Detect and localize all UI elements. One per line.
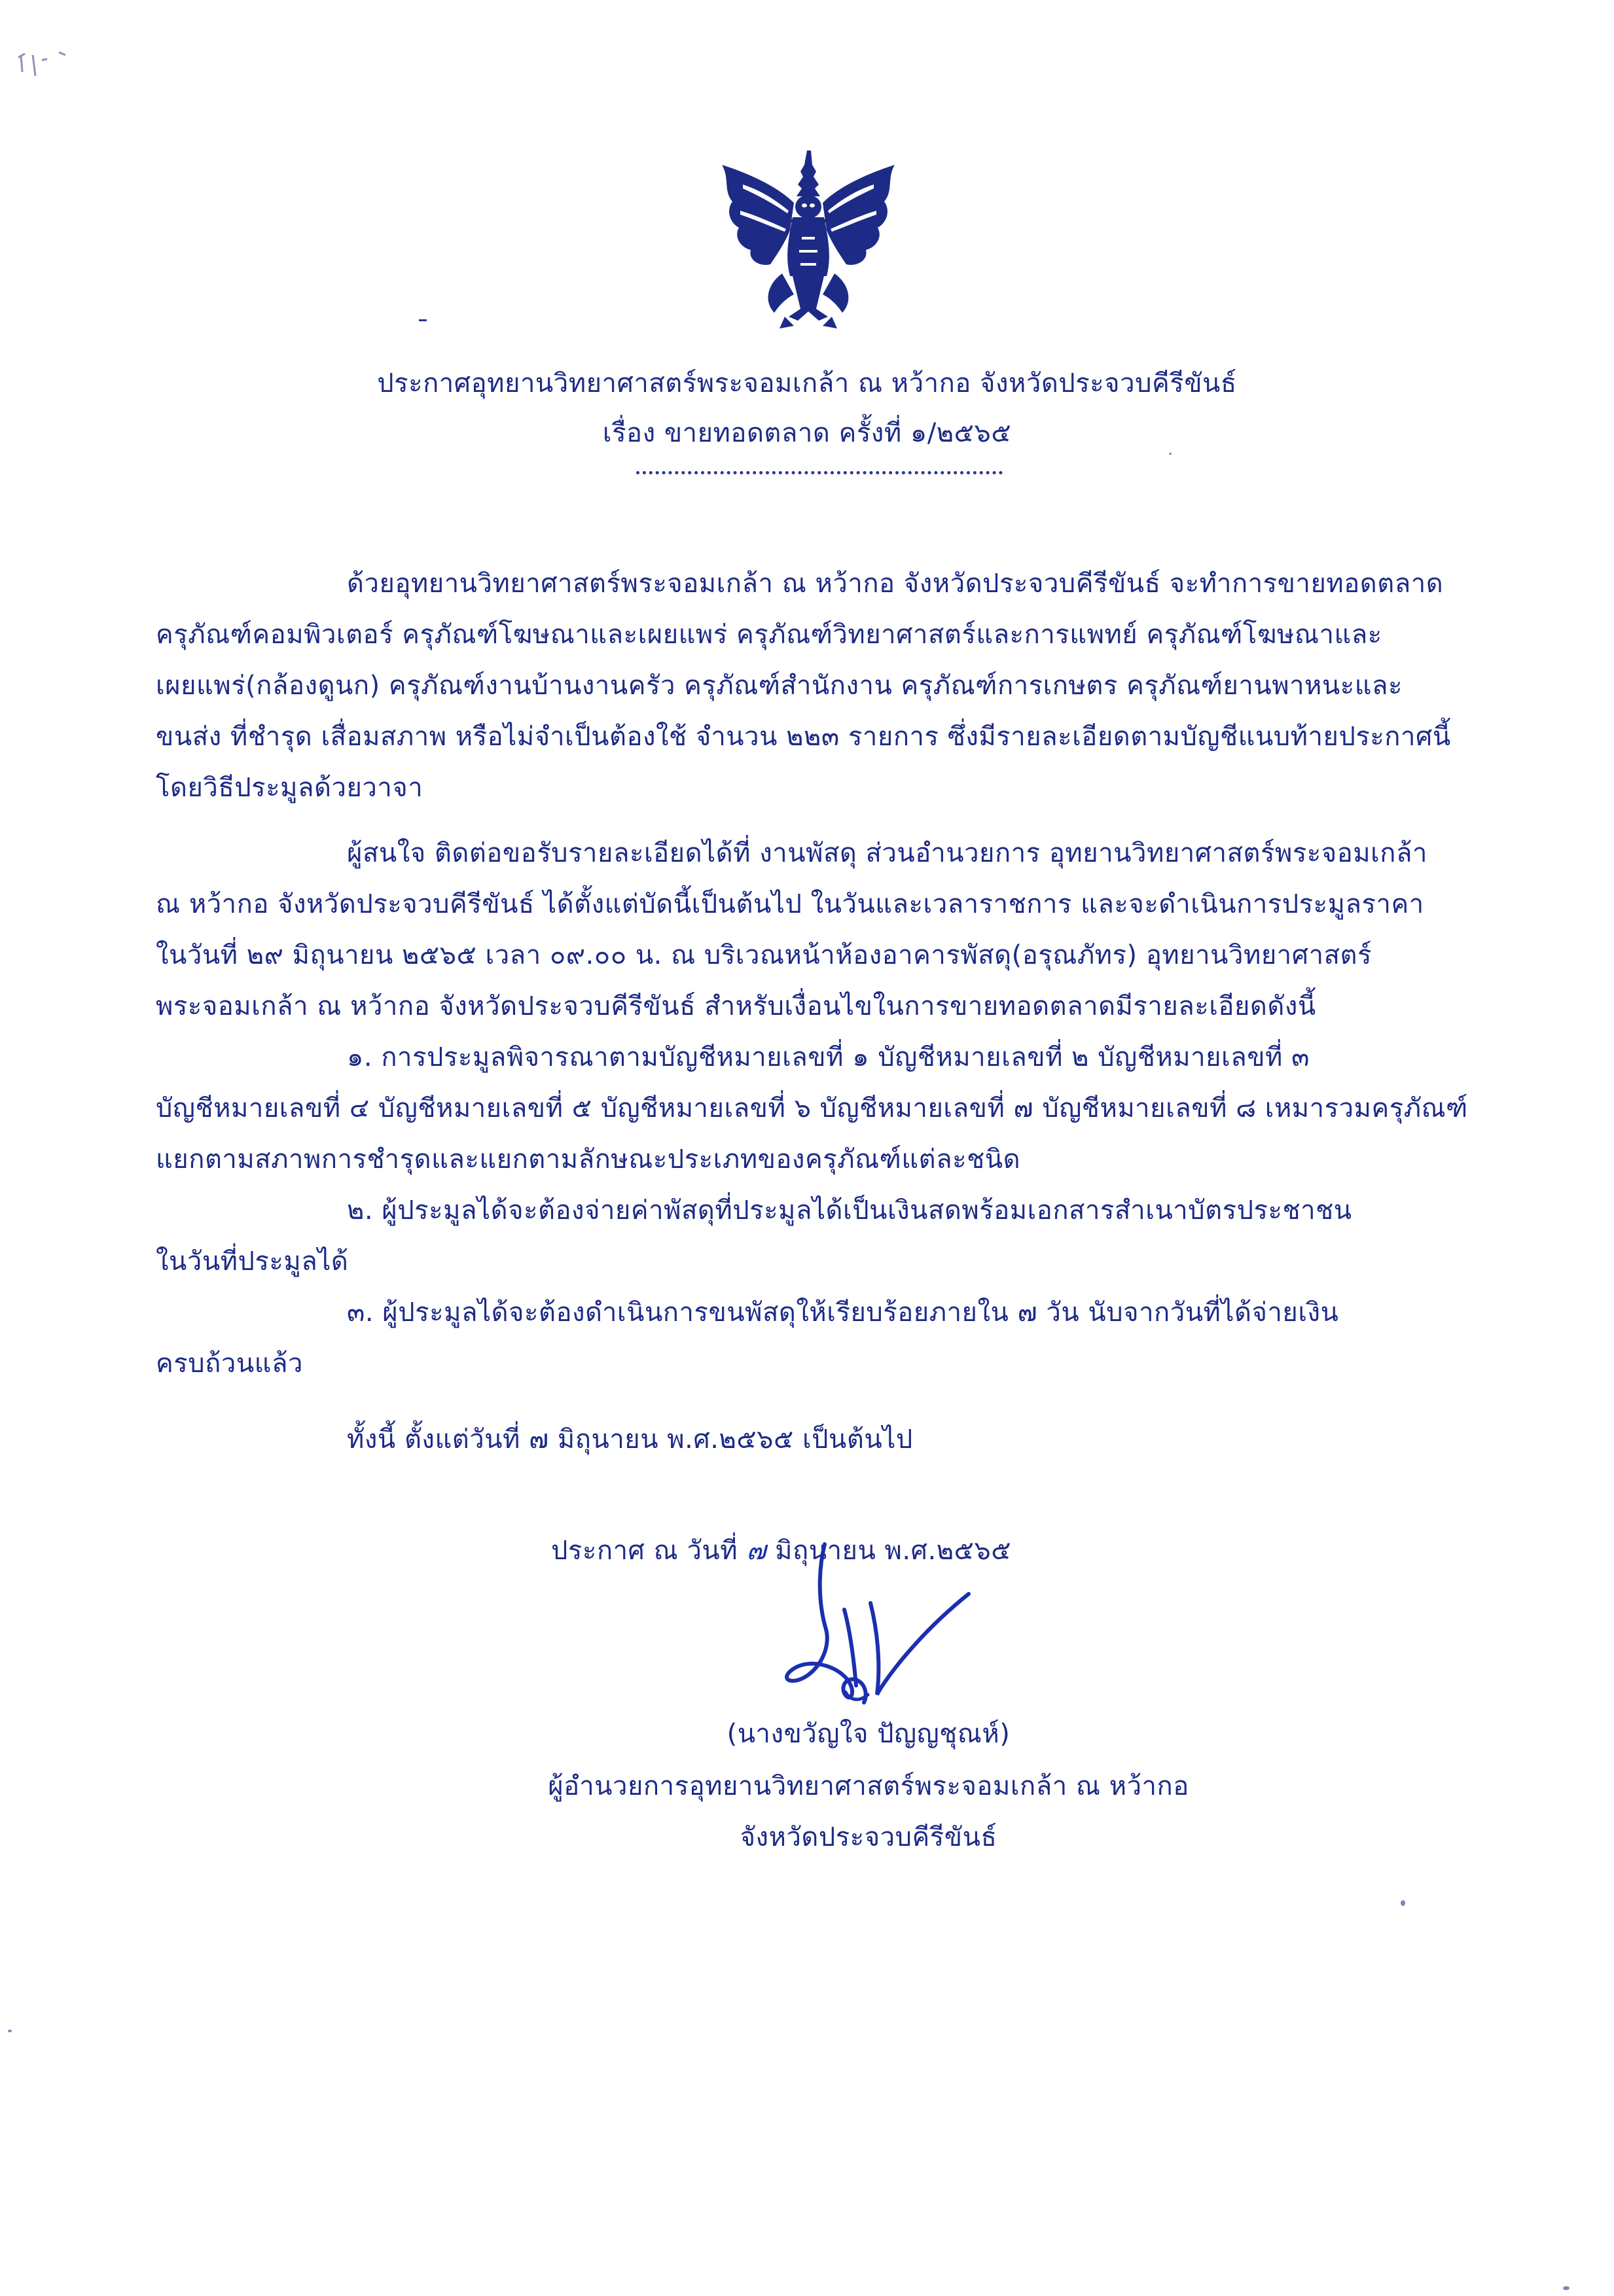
condition-1-line: ๑. การประมูลพิจารณาตามบัญชีหมายเลขที่ ๑ บัญชีหมายเลขที่ ๒ บัญชีหมายเลขที่ ๓ [347,1042,1310,1072]
paragraph-2-line: ณ หว้ากอ จังหวัดประจวบคีรีขันธ์ ได้ตั้งแต่บัดนี้เป็นต้นไป ในวันและเวลาราชการ และจะดำเนินการประมูลราคา [156,889,1424,919]
scan-speck [1401,1900,1405,1906]
scan-mark [13,46,98,92]
condition-1-line: บัญชีหมายเลขที่ ๔ บัญชีหมายเลขที่ ๕ บัญชีหมายเลขที่ ๖ บัญชีหมายเลขที่ ๗ บัญชีหมายเลขที่ ๘ เหมารวมครุภัณฑ์ [156,1093,1468,1123]
condition-3-line: ๓. ผู้ประมูลได้จะต้องดำเนินการขนพัสดุให้เรียบร้อยภายใน ๗ วัน นับจากวันที่ได้จ่ายเงิน [347,1298,1339,1328]
condition-2-line: ๒. ผู้ประมูลได้จะต้องจ่ายค่าพัสดุที่ประมูลได้เป็นเงินสดพร้อมเอกสารสำเนาบัตรประชาชน [347,1195,1352,1226]
paragraph-2-line: ในวันที่ ๒๙ มิถุนายน ๒๕๖๕ เวลา ๐๙.๐๐ น. ณ บริเวณหน้าห้องอาคารพัสดุ(อรุณภัทร) อุทยานวิทยาศาสตร์ [156,940,1372,970]
signer-province: จังหวัดประจวบคีรีขันธ์ [740,1822,997,1852]
effective-date: ทั้งนี้ ตั้งแต่วันที่ ๗ มิถุนายน พ.ศ.๒๕๖๕ เป็นต้นไป [347,1424,913,1455]
scan-speck [8,2030,12,2032]
condition-1-line: แยกตามสภาพการชำรุดและแยกตามลักษณะประเภทของครุภัณฑ์แต่ละชนิด [156,1144,1021,1174]
paragraph-2-line: พระจอมเกล้า ณ หว้ากอ จังหวัดประจวบคีรีขันธ์ สำหรับเงื่อนไขในการขายทอดตลาดมีรายละเอียดดังนี้ [156,991,1316,1021]
paragraph-1-line: เผยแพร่(กล้องดูนก) ครุภัณฑ์งานบ้านงานครัว ครุภัณฑ์สำนักงาน ครุภัณฑ์การเกษตร ครุภัณฑ์ยานพาหนะและ [156,671,1403,701]
scan-speck [1169,453,1172,455]
signature-icon [772,1531,988,1727]
title-divider [636,471,1003,474]
garuda-emblem-icon [717,145,900,332]
paragraph-1-line: ขนส่ง ที่ชำรุด เสื่อมสภาพ หรือไม่จำเป็นต้องใช้ จำนวน ๒๒๓ รายการ ซึ่งมีรายละเอียดตามบัญชีแนบท้ายประกาศนี้ [156,722,1451,752]
margin-dash [419,319,427,321]
paragraph-1-line: ครุภัณฑ์คอมพิวเตอร์ ครุภัณฑ์โฆษณาและเผยแพร่ ครุภัณฑ์วิทยาศาสตร์และการแพทย์ ครุภัณฑ์โฆษณาและ [156,620,1382,650]
paragraph-1-line: ด้วยอุทยานวิทยาศาสตร์พระจอมเกล้า ณ หว้ากอ จังหวัดประจวบคีรีขันธ์ จะทำการขายทอดตลาด [347,569,1444,599]
announced-date-suffix: มิถุนายน พ.ศ.๒๕๖๕ [766,1536,1012,1566]
paragraph-1-line: โดยวิธีประมูลด้วยวาจา [156,773,423,803]
condition-3-line: ครบถ้วนแล้ว [156,1349,303,1379]
scan-speck [1563,2286,1569,2290]
announcement-subject: เรื่อง ขายทอดตลาด ครั้งที่ ๑/๒๕๖๕ [602,418,1012,448]
condition-2-line: ในวันที่ประมูลได้ [156,1246,349,1277]
signer-name: (นางขวัญใจ ปัญญชุณห์) [726,1719,1011,1749]
announcement-title: ประกาศอุทยานวิทยาศาสตร์พระจอมเกล้า ณ หว้ากอ จังหวัดประจวบคีรีขันธ์ [377,368,1237,398]
announced-date-prefix: ประกาศ ณ วันที่ [551,1536,747,1566]
paragraph-2-line: ผู้สนใจ ติดต่อขอรับรายละเอียดได้ที่ งานพัสดุ ส่วนอำนวยการ อุทยานวิทยาศาสตร์พระจอมเกล้า [347,838,1427,868]
signer-position: ผู้อำนวยการอุทยานวิทยาศาสตร์พระจอมเกล้า ณ หว้ากอ [548,1771,1189,1801]
announced-day: ๗ [746,1536,766,1566]
